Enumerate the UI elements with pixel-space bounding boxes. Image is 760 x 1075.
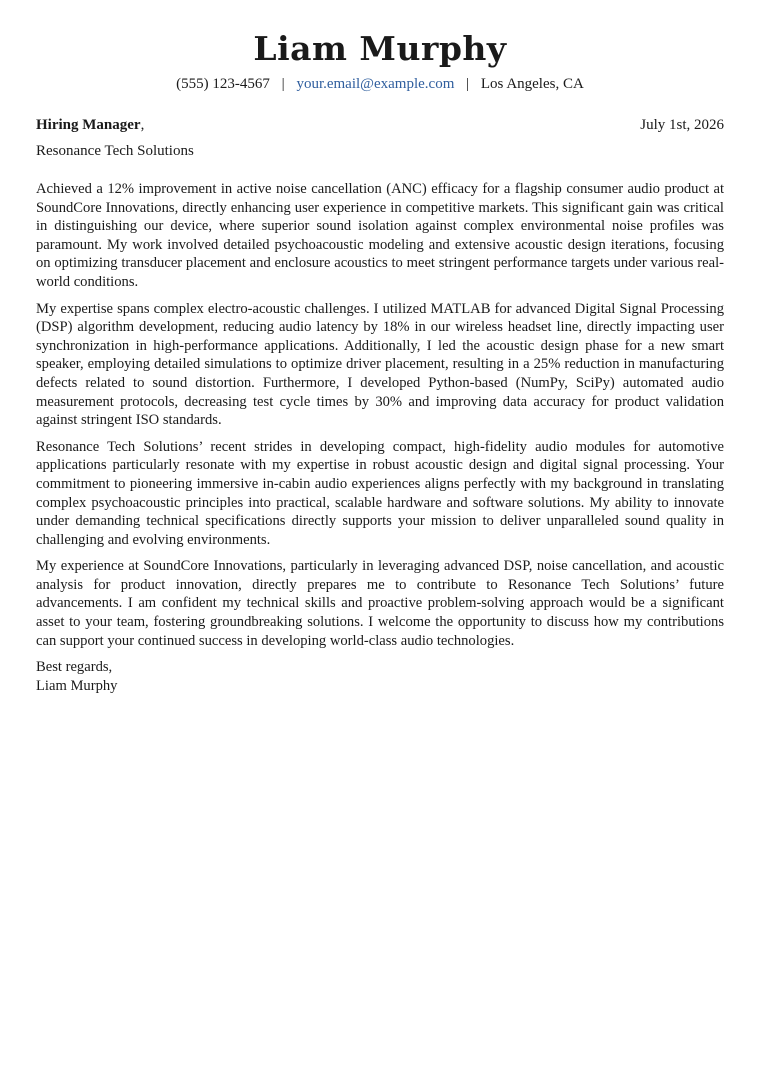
cover-letter-page [36,28,724,695]
applicant-name: Liam Murphy [253,29,507,68]
recipient-name-suffix: , [140,117,145,133]
letter-date: July 1st, 2026 [640,117,724,133]
letter-body [36,180,724,650]
closing-block [36,658,724,695]
recipient-name: Hiring Manager [36,117,141,133]
location: Los Angeles, CA [480,76,584,92]
contact-separator: | [281,76,285,92]
body-paragraph: Achieved a 12% improvement in active noise cancellation (ANC) efficacy for a flagship consumer audio product at SoundCore Innovations, directly enhancing user experience in competitive markets. This significant gain was critical in distinguishing our device, where superior sound isolation against complex environmental noise profiles was paramount. My work involved detailed psychoacoustic modeling and extensive acoustic design iterations, focusing on optimizing transducer placement and enclosure acoustics to meet stringent performance targets under various real-world conditions. [36,181,724,290]
email-link[interactable]: your.email@example.com [296,76,455,92]
body-paragraph: My expertise spans complex electro-acoustic challenges. I utilized MATLAB for advanced Digital Signal Processing (DSP) algorithm development, reducing audio latency by 18% in our wireless headset line, directly impacting user synchronization in high-performance applications. Additionally, I led the acoustic design phase for a new smart speaker, employing detailed simulations to optimize driver placement, resulting in a 25% reduction in manufacturing defects related to sound distortion. Furthermore, I developed Python-based (NumPy, SciPy) automated audio measurement protocols, decreasing test cycle times by 30% and improving data accuracy for product validation against stringent ISO standards. [36,300,724,429]
phone-number: (555) 123-4567 [176,76,270,92]
body-paragraph: My experience at SoundCore Innovations, particularly in leveraging advanced DSP, noise cancellation, and acoustic analysis for product innovation, directly prepares me to contribute to Resonance Tech Solutions’ future advancements. I am confident my technical skills and proactive problem-solving approach would be a significant asset to your team, fostering groundbreaking solutions. I welcome the opportunity to discuss how my contributions can support your continued success in developing world-class audio technologies. [36,558,724,649]
signature-name: Liam Murphy [36,677,118,694]
body-paragraph: Resonance Tech Solutions’ recent strides in developing compact, high-fidelity audio modules for automotive applications particularly resonate with my expertise in robust acoustic design and digital signal processing. Your commitment to pioneering immersive in-cabin audio experiences aligns perfectly with my background in translating complex psychoacoustic principles into practical, scalable hardware and software solutions. My ability to innovate under demanding technical specifications directly supports your mission to deliver unparalleled sound quality in challenging and evolving environments. [36,438,724,548]
company-name: Resonance Tech Solutions [36,143,194,159]
closing-salutation: Best regards, [36,659,113,676]
contact-separator: | [466,76,470,92]
recipient-greeting [36,115,144,135]
recipient-row [36,115,724,135]
contact-line [36,74,724,94]
